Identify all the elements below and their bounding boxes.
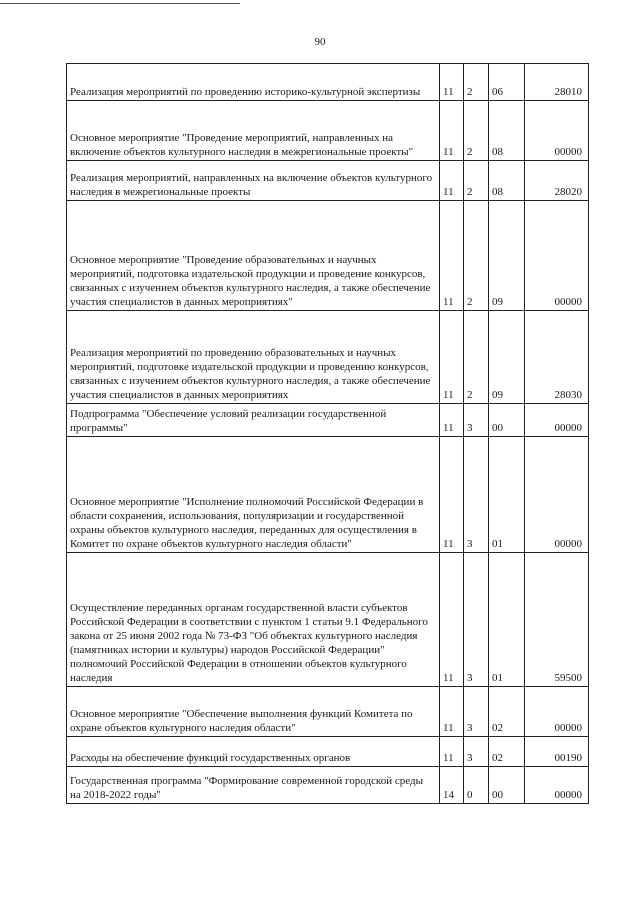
subprogram-code-cell: 3: [464, 404, 489, 437]
budget-table: [66, 63, 589, 804]
event-code-cell: 08: [489, 161, 525, 201]
expense-code-cell: 00000: [525, 687, 589, 737]
section-code-cell: 11: [440, 404, 464, 437]
expense-code-cell: 59500: [525, 553, 589, 687]
expense-code-cell: 00000: [525, 404, 589, 437]
event-code-cell: 06: [489, 64, 525, 101]
row-name-cell: Расходы на обеспечение функций государственных органов: [67, 737, 440, 767]
table-row: [67, 201, 589, 311]
table-row: [67, 737, 589, 767]
table-row: [67, 101, 589, 161]
section-code-cell: 11: [440, 201, 464, 311]
subprogram-code-cell: 2: [464, 201, 489, 311]
event-code-cell: 08: [489, 101, 525, 161]
expense-code-cell: 00000: [525, 767, 589, 804]
event-code-cell: 00: [489, 404, 525, 437]
table-row: [67, 553, 589, 687]
subprogram-code-cell: 2: [464, 311, 489, 404]
row-name-cell: Основное мероприятие "Исполнение полномочий Российской Федерации в области сохранения, использования, популяризации и государственной охраны объектов культурного наследия, переданных для осуществления в Комитет по охране объектов культурного наследия области": [67, 437, 440, 553]
subprogram-code-cell: 2: [464, 64, 489, 101]
expense-code-cell: 00000: [525, 201, 589, 311]
subprogram-code-cell: 2: [464, 161, 489, 201]
page-number: 90: [314, 36, 326, 48]
subprogram-code-cell: 3: [464, 553, 489, 687]
table-row: [67, 64, 589, 101]
section-code-cell: 11: [440, 687, 464, 737]
section-code-cell: 11: [440, 737, 464, 767]
table-row: [67, 404, 589, 437]
table-row: [67, 687, 589, 737]
row-name-cell: Реализация мероприятий по проведению историко-культурной экспертизы: [67, 64, 440, 101]
section-code-cell: 11: [440, 437, 464, 553]
subprogram-code-cell: 0: [464, 767, 489, 804]
event-code-cell: 02: [489, 737, 525, 767]
section-code-cell: 14: [440, 767, 464, 804]
expense-code-cell: 00000: [525, 101, 589, 161]
table-row: [67, 161, 589, 201]
event-code-cell: 02: [489, 687, 525, 737]
subprogram-code-cell: 3: [464, 687, 489, 737]
row-name-cell: Подпрограмма "Обеспечение условий реализации государственной программы": [67, 404, 440, 437]
table-row: [67, 437, 589, 553]
expense-code-cell: 00000: [525, 437, 589, 553]
event-code-cell: 01: [489, 553, 525, 687]
event-code-cell: 09: [489, 201, 525, 311]
section-code-cell: 11: [440, 311, 464, 404]
expense-code-cell: 28030: [525, 311, 589, 404]
row-name-cell: Государственная программа "Формирование современной городской среды на 2018-2022 годы": [67, 767, 440, 804]
section-code-cell: 11: [440, 101, 464, 161]
table-row: [67, 767, 589, 804]
table-row: [67, 311, 589, 404]
subprogram-code-cell: 3: [464, 437, 489, 553]
row-name-cell: Основное мероприятие "Проведение мероприятий, направленных на включение объектов культурного наследия в межрегиональные проекты": [67, 101, 440, 161]
event-code-cell: 09: [489, 311, 525, 404]
event-code-cell: 01: [489, 437, 525, 553]
subprogram-code-cell: 2: [464, 101, 489, 161]
row-name-cell: Реализация мероприятий по проведению образовательных и научных мероприятий, подготовке издательской продукции и проведению конкурсов, связанных с изучением объектов культурного наследия, а также обеспечение участия специалистов в данных мероприятиях: [67, 311, 440, 404]
expense-code-cell: 00190: [525, 737, 589, 767]
section-code-cell: 11: [440, 553, 464, 687]
section-code-cell: 11: [440, 64, 464, 101]
section-code-cell: 11: [440, 161, 464, 201]
subprogram-code-cell: 3: [464, 737, 489, 767]
expense-code-cell: 28020: [525, 161, 589, 201]
event-code-cell: 00: [489, 767, 525, 804]
expense-code-cell: 28010: [525, 64, 589, 101]
top-rule: [0, 3, 240, 4]
row-name-cell: Основное мероприятие "Проведение образовательных и научных мероприятий, подготовка издательской продукции и проведение конкурсов, связанных с изучением объектов культурного наследия, а также обеспечение участия специалистов в данных мероприятиях": [67, 201, 440, 311]
row-name-cell: Осуществление переданных органам государственной власти субъектов Российской Федерации в соответствии с пунктом 1 статьи 9.1 Федерального закона от 25 июня 2002 года № 73-ФЗ "Об объектах культурного наследия (памятниках истории и культуры) народов Российской Федерации" полномочий Российской Федерации в отношении объектов культурного наследия: [67, 553, 440, 687]
row-name-cell: Основное мероприятие "Обеспечение выполнения функций Комитета по охране объектов культурного наследия области": [67, 687, 440, 737]
row-name-cell: Реализация мероприятий, направленных на включение объектов культурного наследия в межрегиональные проекты: [67, 161, 440, 201]
